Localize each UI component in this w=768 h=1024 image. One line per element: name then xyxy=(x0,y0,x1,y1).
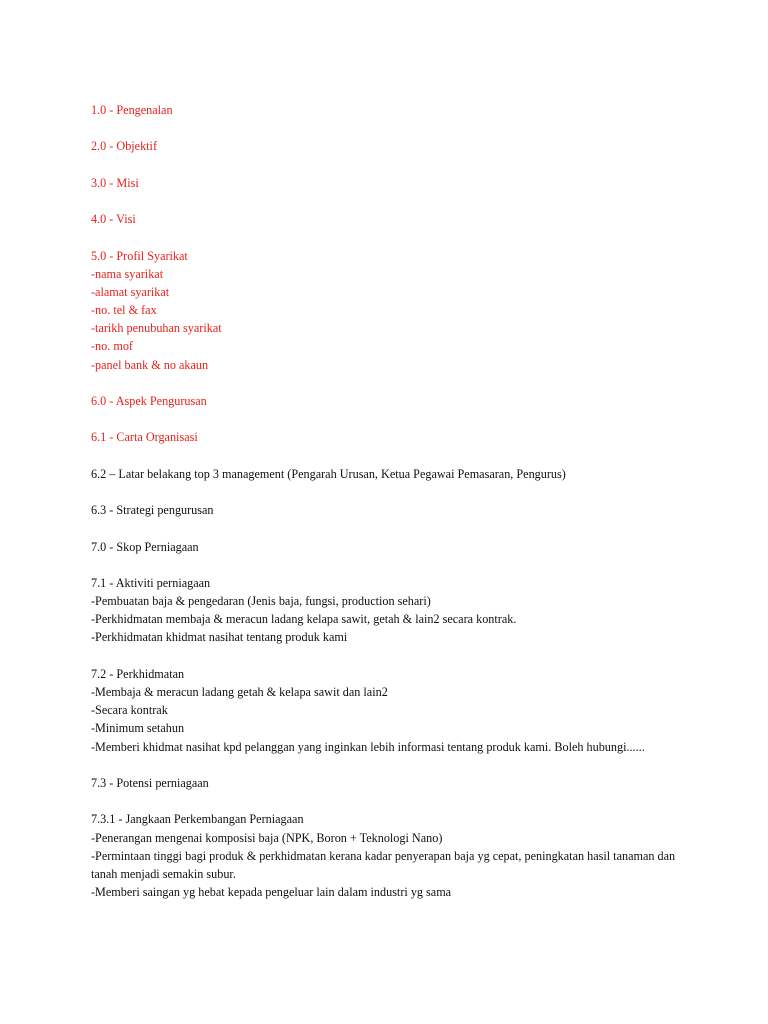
section-heading-7-1: 7.1 - Aktiviti perniagaan xyxy=(91,575,211,590)
list-item: -Perkhidmatan khidmat nasihat tentang produk kami xyxy=(91,630,348,645)
paragraph-gap xyxy=(91,792,691,810)
paragraph-gap xyxy=(91,519,691,537)
list-item: -tarikh penubuhan syarikat xyxy=(91,321,222,336)
paragraph-gap xyxy=(91,556,691,574)
paragraph-gap xyxy=(91,374,691,392)
document-body xyxy=(91,101,691,901)
section-heading-7-2: 7.2 - Perkhidmatan xyxy=(91,666,185,681)
list-item: -Secara kontrak xyxy=(91,703,168,718)
section-heading-5-0: 5.0 - Profil Syarikat xyxy=(91,248,188,263)
list-item: -no. tel & fax xyxy=(91,303,157,318)
list-item: -Perkhidmatan membaja & meracun ladang kelapa sawit, getah & lain2 secara kontrak. xyxy=(91,612,517,627)
paragraph-gap xyxy=(91,192,691,210)
list-item: -Pembuatan baja & pengedaran (Jenis baja, fungsi, production sehari) xyxy=(91,594,431,609)
list-item: -Permintaan tinggi bagi produk & perkhidmatan kerana kadar penyerapan baja yg cepat, peningkatan hasil tanaman dan tanah menjadi semakin subur. xyxy=(91,848,676,881)
paragraph-gap xyxy=(91,119,691,137)
section-heading-4-0: 4.0 - Visi xyxy=(91,212,136,227)
section-heading-7-3: 7.3 - Potensi perniagaan xyxy=(91,775,209,790)
list-item: -Memberi khidmat nasihat kpd pelanggan yang inginkan lebih informasi tentang produk kami. Boleh hubungi...... xyxy=(91,739,645,754)
section-heading-6-3: 6.3 - Strategi pengurusan xyxy=(91,503,214,518)
list-item: -nama syarikat xyxy=(91,266,164,281)
list-item: -alamat syarikat xyxy=(91,284,170,299)
paragraph-gap xyxy=(91,228,691,246)
list-item: -Memberi saingan yg hebat kepada pengeluar lain dalam industri yg sama xyxy=(91,885,452,900)
list-item: -Penerangan mengenai komposisi baja (NPK, Boron + Teknologi Nano) xyxy=(91,830,443,845)
paragraph-gap xyxy=(91,447,691,465)
list-item: -panel bank & no akaun xyxy=(91,357,209,372)
section-heading-2-0: 2.0 - Objektif xyxy=(91,139,158,154)
section-heading-1-0: 1.0 - Pengenalan xyxy=(91,103,173,117)
section-heading-7-0: 7.0 - Skop Perniagaan xyxy=(91,539,199,554)
section-heading-7-3-1: 7.3.1 - Jangkaan Perkembangan Perniagaan xyxy=(91,812,304,827)
list-item: -no. mof xyxy=(91,339,133,354)
list-item: -Membaja & meracun ladang getah & kelapa sawit dan lain2 xyxy=(91,685,388,699)
paragraph-gap xyxy=(91,756,691,774)
section-heading-6-0: 6.0 - Aspek Pengurusan xyxy=(91,394,207,408)
paragraph-gap xyxy=(91,483,691,501)
section-heading-3-0: 3.0 - Misi xyxy=(91,175,139,190)
section-heading-6-1: 6.1 - Carta Organisasi xyxy=(91,430,198,445)
paragraph-gap xyxy=(91,156,691,174)
paragraph-gap xyxy=(91,410,691,428)
section-heading-6-2: 6.2 – Latar belakang top 3 management (Pengarah Urusan, Ketua Pegawai Pemasaran, Pengurus) xyxy=(91,466,566,481)
paragraph-gap xyxy=(91,647,691,665)
list-item: -Minimum setahun xyxy=(91,721,185,736)
